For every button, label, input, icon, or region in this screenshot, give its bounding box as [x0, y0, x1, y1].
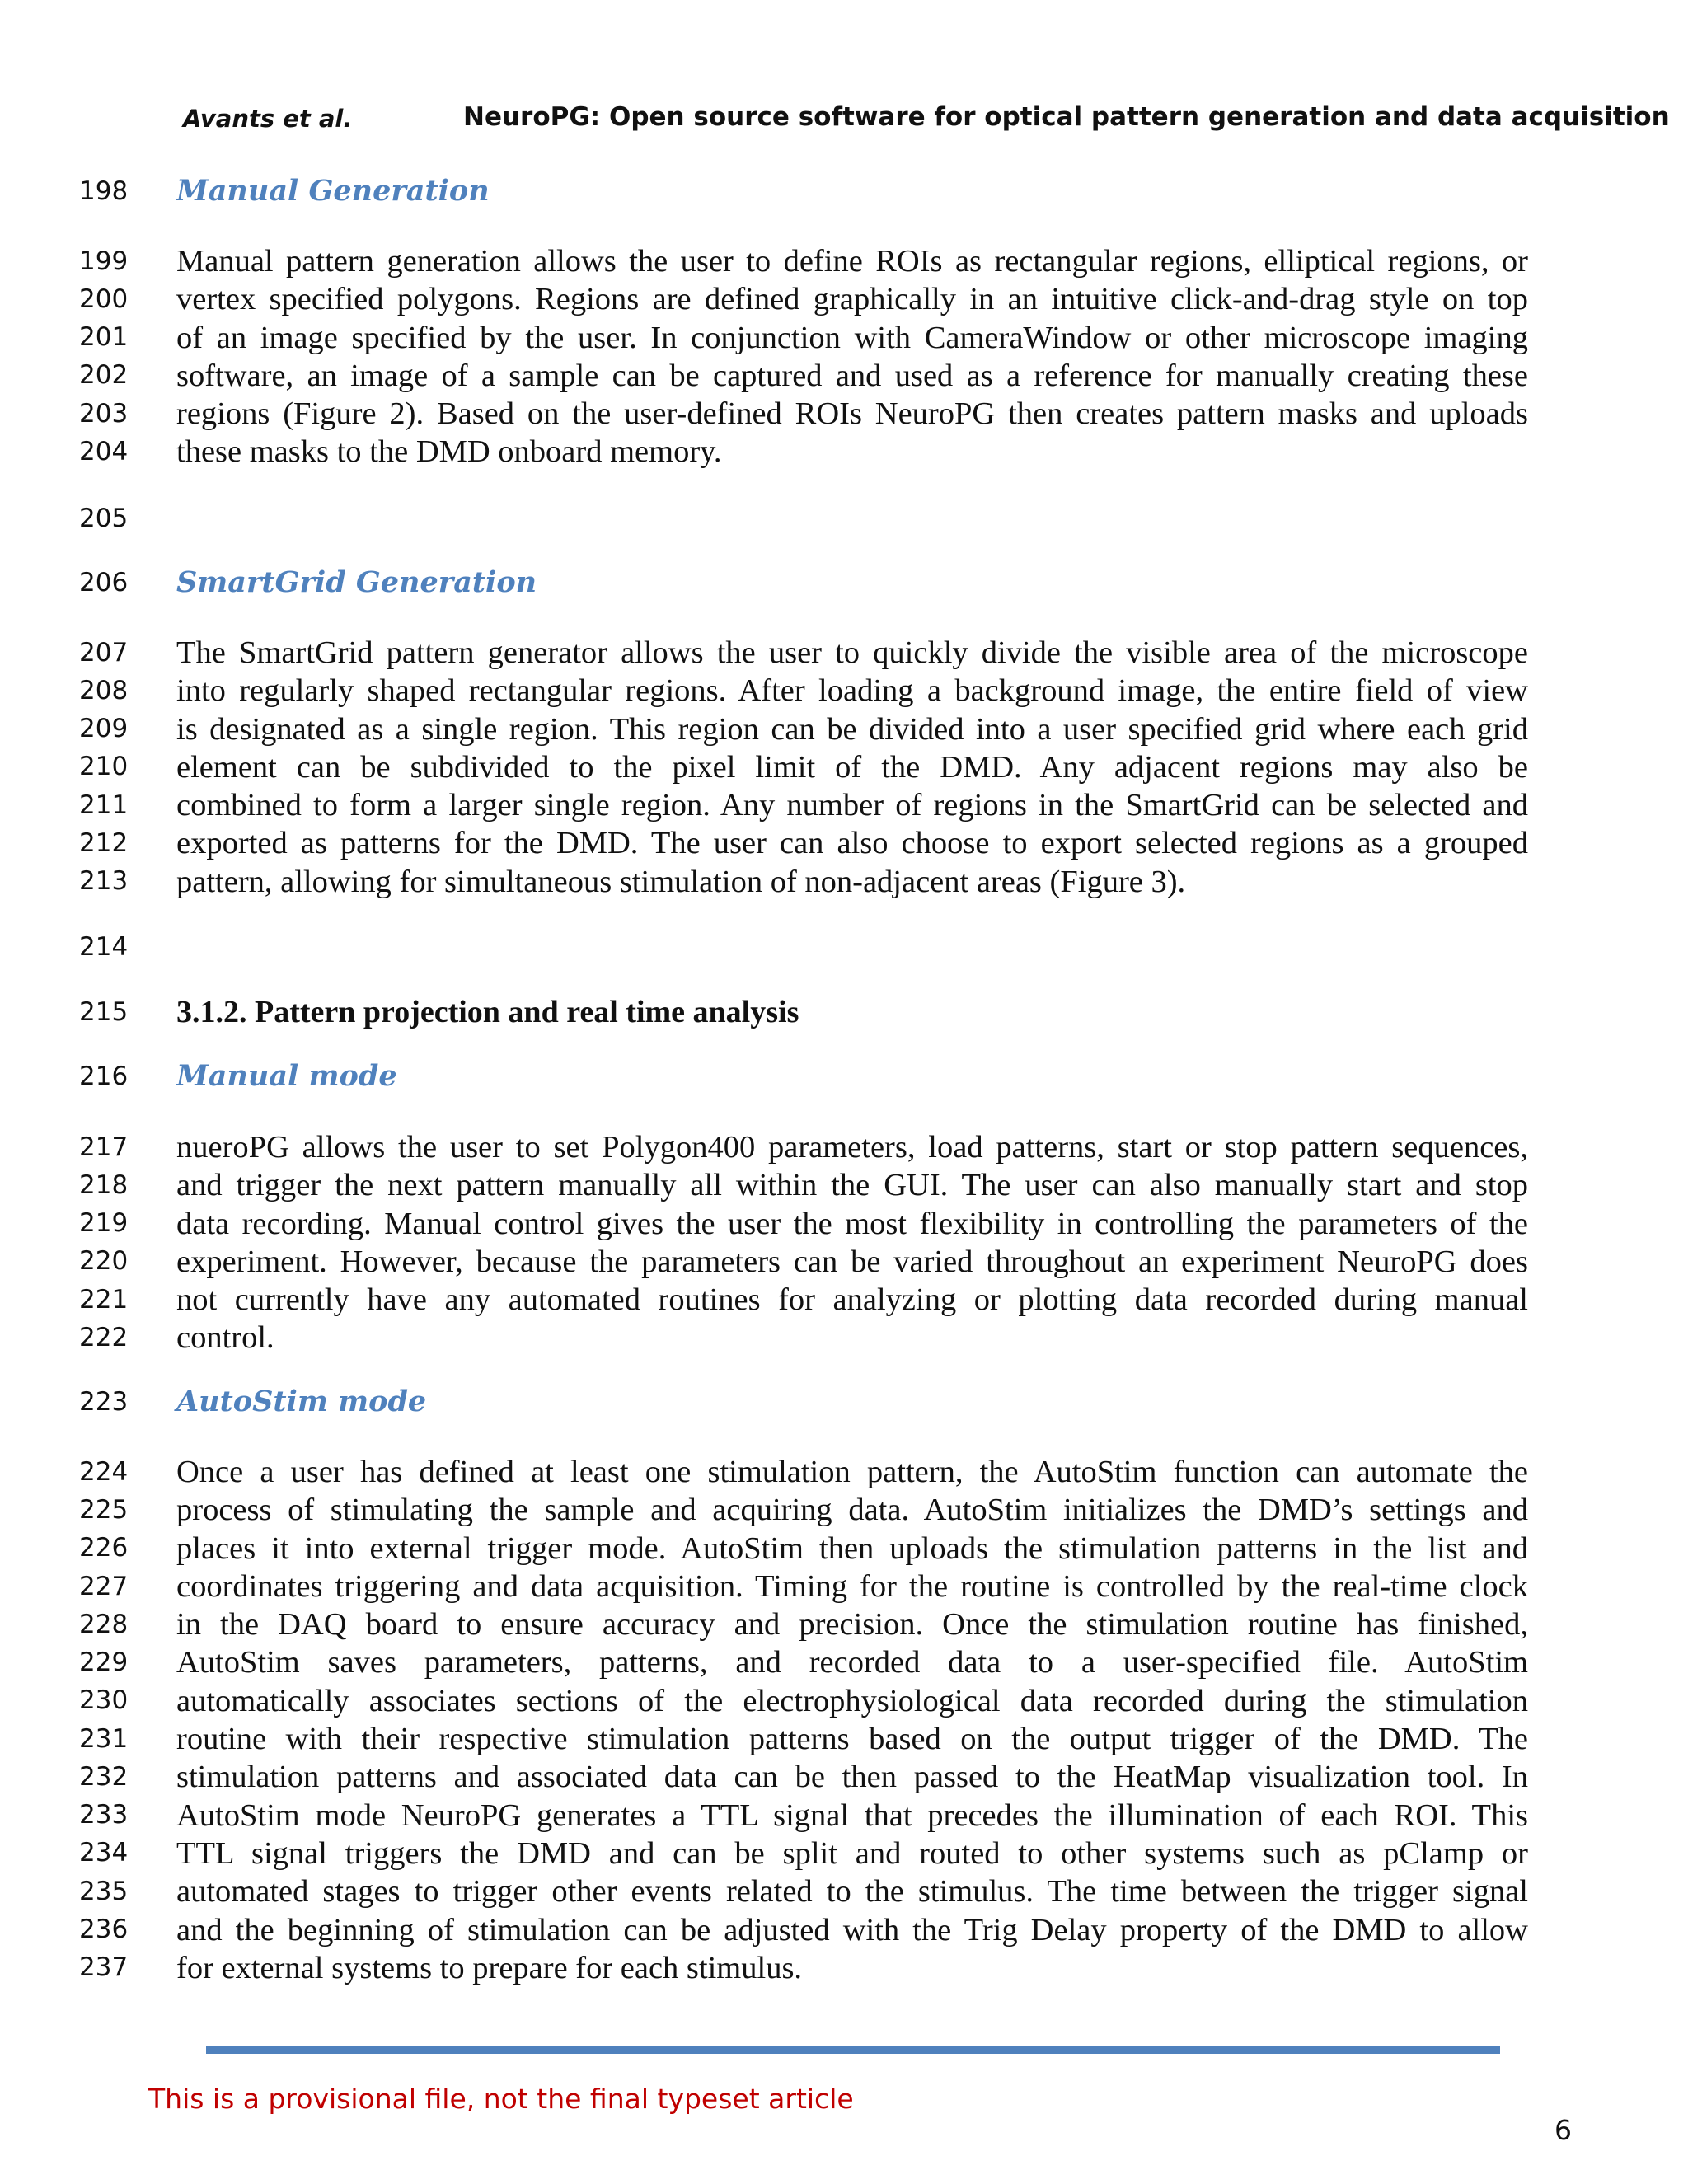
text-line: nueroPG allows the user to set Polygon400 parameters, load patterns, start or stop pattern sequences,	[176, 1130, 1528, 1165]
line-number: 232	[79, 1762, 129, 1792]
page-number: 6	[1554, 2114, 1572, 2146]
line-number: 235	[79, 1877, 129, 1906]
line-number: 223	[79, 1387, 129, 1417]
text-line: software, an image of a sample can be captured and used as a reference for manually creating these	[176, 358, 1528, 393]
line-number: 208	[79, 676, 129, 705]
line-number: 213	[79, 866, 129, 896]
paragraph-manual-mode	[176, 1128, 1528, 1357]
text-line: combined to form a larger single region. Any number of regions in the SmartGrid can be selected and	[176, 788, 1528, 823]
line-number: 204	[79, 437, 129, 466]
line-number: 210	[79, 752, 129, 781]
heading-autostim-mode: AutoStim mode	[176, 1385, 427, 1418]
paragraph-autostim-mode	[176, 1453, 1528, 1987]
line-number: 221	[79, 1285, 129, 1315]
line-number: 229	[79, 1647, 129, 1677]
line-number: 216	[79, 1062, 129, 1091]
text-line: pattern, allowing for simultaneous stimulation of non-adjacent areas (Figure 3).	[176, 864, 1186, 899]
line-number: 203	[79, 399, 129, 429]
text-line: data recording. Manual control gives the user the most flexibility in controlling the parameters of the	[176, 1206, 1528, 1241]
line-number: 219	[79, 1208, 129, 1238]
running-header-authors: Avants et al.	[183, 105, 353, 133]
running-header-title: NeuroPG: Open source software for optical pattern generation and data acquisition	[463, 102, 1670, 132]
text-line: Once a user has defined at least one stimulation pattern, the AutoStim function can automate the	[176, 1455, 1528, 1489]
line-number: 215	[79, 997, 129, 1027]
line-number: 211	[79, 790, 129, 820]
line-number: 230	[79, 1685, 129, 1715]
line-number: 228	[79, 1610, 129, 1639]
heading-manual-generation: Manual Generation	[176, 174, 490, 208]
line-number: 224	[79, 1457, 129, 1487]
text-line: Manual pattern generation allows the user to define ROIs as rectangular regions, elliptical regions, or	[176, 244, 1528, 279]
line-number: 199	[79, 246, 129, 276]
text-line: in the DAQ board to ensure accuracy and precision. Once the stimulation routine has finished,	[176, 1607, 1528, 1643]
text-line: coordinates triggering and data acquisition. Timing for the routine is controlled by the real-time clock	[176, 1568, 1528, 1604]
heading-manual-mode: Manual mode	[176, 1059, 397, 1093]
line-number: 222	[79, 1323, 129, 1352]
text-line: these masks to the DMD onboard memory.	[176, 434, 722, 470]
text-line: regions (Figure 2). Based on the user-defined ROIs NeuroPG then creates pattern masks and uploads	[176, 396, 1528, 432]
line-number: 214	[79, 932, 129, 962]
text-line: AutoStim mode NeuroPG generates a TTL signal that precedes the illumination of each ROI. This	[176, 1797, 1528, 1833]
text-line: not currently have any automated routines for analyzing or plotting data recorded during manual	[176, 1282, 1528, 1318]
text-line: TTL signal triggers the DMD and can be split and routed to other systems such as pClamp or	[176, 1835, 1528, 1871]
text-line: into regularly shaped rectangular regions. After loading a background image, the entire field of view	[176, 673, 1528, 709]
footer-rule	[206, 2046, 1500, 2054]
text-line: places it into external trigger mode. AutoStim then uploads the stimulation patterns in the list and	[176, 1530, 1528, 1566]
text-line: is designated as a single region. This region can be divided into a user specified grid where each grid	[176, 711, 1528, 747]
line-number: 206	[79, 568, 129, 598]
text-line: and trigger the next pattern manually all within the GUI. The user can also manually start and stop	[176, 1168, 1528, 1203]
text-line: element can be subdivided to the pixel limit of the DMD. Any adjacent regions may also be	[176, 749, 1528, 785]
paragraph-manual-generation	[176, 242, 1528, 471]
line-number: 201	[79, 322, 129, 352]
text-line: stimulation patterns and associated data can be then passed to the HeatMap visualization tool. In	[176, 1760, 1528, 1795]
line-number: 200	[79, 284, 129, 314]
line-number: 217	[79, 1132, 129, 1162]
line-number: 212	[79, 828, 129, 858]
heading-smartgrid-generation: SmartGrid Generation	[176, 565, 537, 599]
line-number: 233	[79, 1800, 129, 1830]
line-number: 198	[79, 176, 129, 206]
text-line: and the beginning of stimulation can be adjusted with the Trig Delay property of the DMD to allow	[176, 1912, 1528, 1947]
line-number: 226	[79, 1533, 129, 1563]
line-number: 227	[79, 1572, 129, 1601]
text-line: The SmartGrid pattern generator allows the user to quickly divide the visible area of the microscope	[176, 635, 1528, 670]
text-line: control.	[176, 1320, 274, 1356]
section-heading-3-1-2: 3.1.2. Pattern projection and real time analysis	[176, 995, 799, 1029]
text-line: automated stages to trigger other events related to the stimulus. The time between the trigger signal	[176, 1874, 1528, 1910]
line-number: 207	[79, 638, 129, 668]
line-number: 205	[79, 504, 129, 533]
text-line: AutoStim saves parameters, patterns, and recorded data to a user-specified file. AutoStim	[176, 1645, 1528, 1680]
text-line: for external systems to prepare for each stimulus.	[176, 1950, 803, 1985]
provisional-file-note: This is a provisional file, not the final typeset article	[148, 2083, 854, 2115]
text-line: vertex specified polygons. Regions are defined graphically in an intuitive click-and-drag style on top	[176, 282, 1528, 317]
text-line: routine with their respective stimulation patterns based on the output trigger of the DMD. The	[176, 1722, 1528, 1757]
paragraph-smartgrid-generation	[176, 634, 1528, 901]
line-number: 218	[79, 1170, 129, 1200]
text-line: exported as patterns for the DMD. The user can also choose to export selected regions as a grouped	[176, 826, 1528, 861]
line-number: 231	[79, 1724, 129, 1754]
line-number: 237	[79, 1952, 129, 1982]
line-number: 234	[79, 1838, 129, 1868]
line-number: 225	[79, 1495, 129, 1525]
text-line: of an image specified by the user. In conjunction with CameraWindow or other microscope imaging	[176, 320, 1528, 355]
line-number: 236	[79, 1915, 129, 1944]
line-number: 220	[79, 1246, 129, 1276]
line-number: 202	[79, 360, 129, 390]
text-line: experiment. However, because the parameters can be varied throughout an experiment NeuroPG does	[176, 1244, 1528, 1279]
text-line: automatically associates sections of the electrophysiological data recorded during the stimulation	[176, 1683, 1528, 1718]
text-line: process of stimulating the sample and acquiring data. AutoStim initializes the DMD’s settings and	[176, 1493, 1528, 1528]
line-number: 209	[79, 714, 129, 743]
